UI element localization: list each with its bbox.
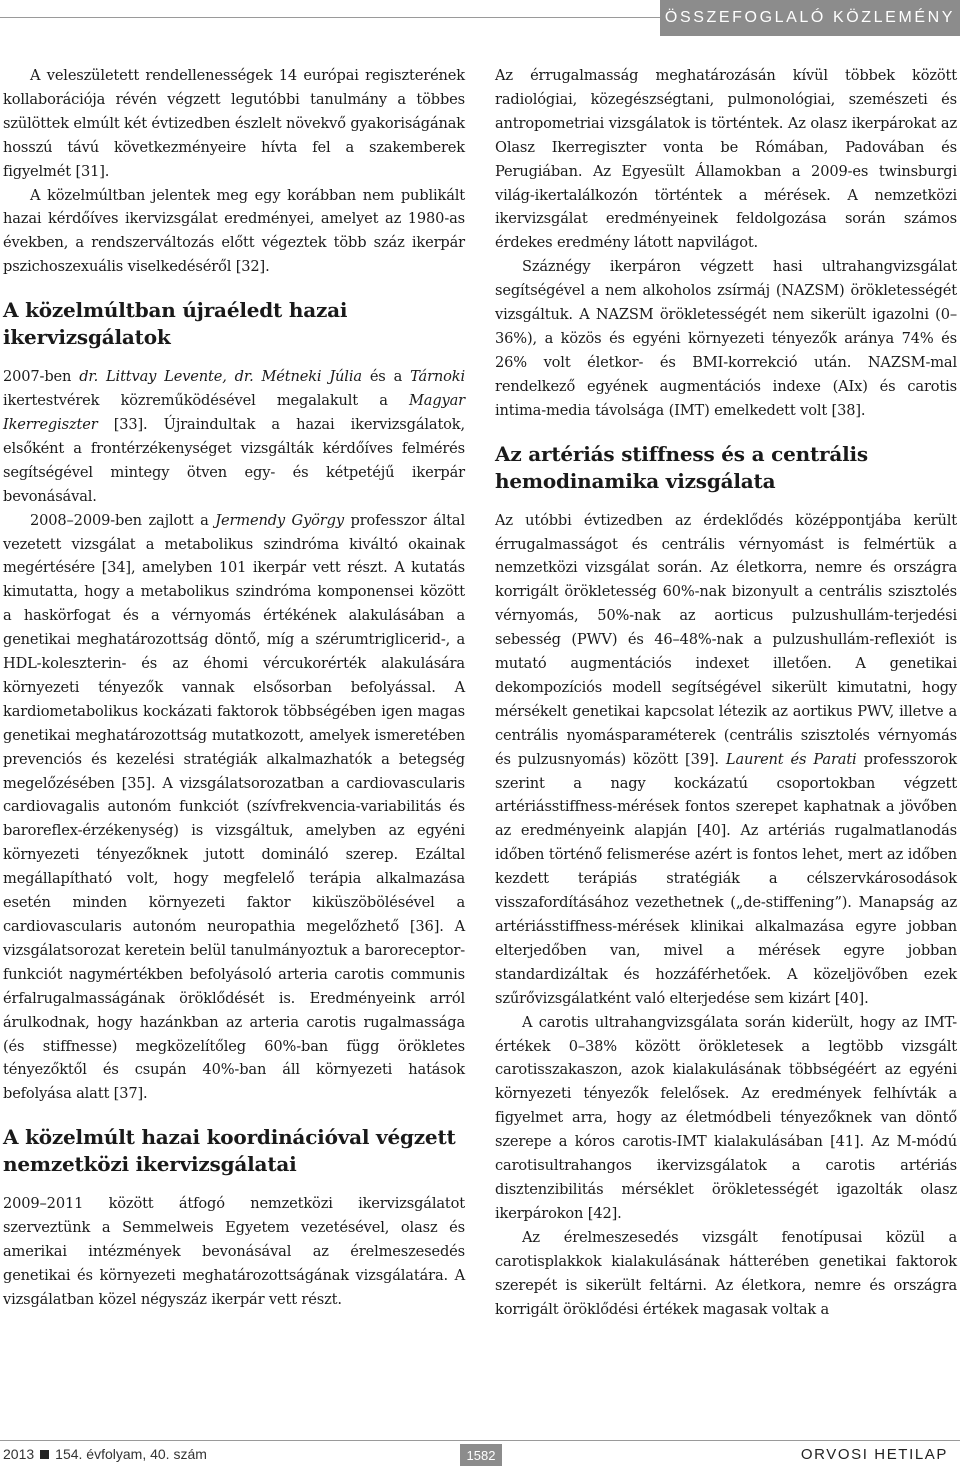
paragraph: Az utóbbi évtizedben az érdeklődés középpontjába került érrugalmasságot és centrális vérnyomást is felmértük a nemzetközi vizsgálat során. Az életkorra, nemre és országra korrigált örökletesség 60%-nak bizonyult a centrális szisztolés vérnyomás, 50%-nak az aorticus pulzushullám-terjedési sebesség (PWV) és 46–48%-nak a pulzushullám-reflexiót is mutató augmentációs indexet illetően. A genetikai dekompozíciós modell segítségével sikerült kimutatni, hogy mérsékelt genetikai kapcsolat létezik az aortikus PWV, illetve a centrális nyomásparaméterek (centrális szisztolés vérnyomás és pulzusnyomás) között [39]. Laurent és Parati professzorok szerint a nagy kockázatú csoportokban végzett artériásstiffness-mérések fontos szerepet kaphatnak a jövőben az eredményeink alapján [40]. Az artériás rugalmatlanodás időben történő felismerése azért is fontos lehet, mert az időben kezdett terápiás stratégiák a célszervkárosodások visszafordításához vezethetnek („de-stiffening”). Manapság az artériásstiffness-mérések klinikai alkalmazása egyre jobban elterjedőben van, mivel a mérések egyre jobban standardizáltak és hozzáférhetőek. A közeljövőben ezek szűrővizsgálatként való elterjedése sem kizárt [40]. (495, 511, 958, 1007)
author-name: Tárnoki (410, 368, 465, 386)
paragraph: 2009–2011 között átfogó nemzetközi ikervizsgálatot szerveztünk a Semmelweis Egyetem vezetésével, olasz és amerikai intézmények bevonásával az érelmeszesedés genetikai és környezeti meghatározottságának vizsgálatára. A vizsgálatban közel négyszáz ikerpár vett részt. (3, 1195, 465, 1308)
paragraph: Az érelmeszesedés vizsgált fenotípusai közül a carotisplakkok kialakulásának hátterében genetikai faktorok szerepét is sikerült feltárni. Az életkora, nemre és országra korrigált öröklődési értékek magasak voltak a (495, 1228, 957, 1318)
section-heading: Az artériás stiffness és a centrális hemodinamika vizsgálata (495, 441, 868, 493)
page-number: 1582 (460, 1444, 502, 1466)
paragraph: 2007-ben dr. Littvay Levente, dr. Métneki Júlia és a Tárnoki ikertestvérek közreműködésével megalakult a Magyar Ikerregiszter [33]. Újraindultak a hazai ikervizsgálatok, elsőként a frontérzékenységet vizsgálták kérdőíves felmérés segítségével mintegy ötven egy- és kétpetéjű ikerpár bevonásával. (3, 368, 465, 505)
section-label: ÖSSZEFOGLALÓ KÖZLEMÉNY (660, 0, 960, 36)
paragraph: A veleszületett rendellenességek 14 európai regiszterének kollaborációja révén végzett legutóbbi tanulmány a többes szülöttek elmúlt két évtizedben észlelt növekvő gyakoriságának hosszú távú következményeire hívta fel a szakemberek figyelmét [31]. (3, 67, 465, 180)
paragraph: A közelmúltban jelentek meg egy korábban nem publikált hazai kérdőíves ikervizsgálat eredményei, amelyet az 1980-as években, a rendszerváltozás előtt végeztek több száz ikerpár pszichoszexuális viselkedéséről [32]. (3, 186, 465, 276)
author-names: Laurent és Parati (725, 750, 857, 768)
footer-rule (0, 1440, 960, 1441)
journal-name: ORVOSI HETILAP (800, 1446, 948, 1463)
volume-issue: 154. évfolyam, 40. szám (55, 1446, 207, 1462)
year: 2013 (3, 1446, 35, 1462)
registry-name: Magyar Ikerregiszter (3, 392, 465, 433)
paragraph: A carotis ultrahangvizsgálata során kiderült, hogy az IMT-értékek 0–38% között örökletesek a legtöbb vizsgált carotisszakaszon, azok kialakulásának többségéért az egyéni környezeti tényezők felelősek. Az eredmények felhívták a figyelmet arra, hogy az életmódbeli tényezőknek van döntő szerepe a kóros carotis-IMT kialakulásában [41]. Az M-módú carotisultrahangos ikervizsgálatok a carotis artériás disztenzibilitás mérséklet örökletességét igazolták olasz ikerpárokon [42]. (495, 1013, 957, 1222)
issue-info (3, 1446, 207, 1462)
paragraph: 2008–2009-ben zajlott a Jermendy György professzor által vezetett vizsgálat a metabolikus szindróma kiváltó okainak megértésére [34], amelyben 101 ikerpár vett részt. A kutatás kimutatta, hogy a metabolikus szindróma komponensei között a haskörfogat és a vérnyomás értékének alakulásában a genetikai meghatározottság döntő, míg a szérumtriglicerid-, a HDL-koleszterin- és az éhomi vércukorérték alakulására környezeti tényezők vannak elsősorban befolyással. A kardiometabolikus kockázati faktorok többségében igen magas genetikai meghatározottság mutatkozott, amelyek ismeretében prevenciós és kezelési stratégiák alkalmazhatók a betegség megelőzésében [35]. A vizsgálatsorozatban a cardiovascularis cardiovagalis autonóm funkciót (szívfrekvencia-variabilitás és baroreflex-érzékenység) is vizsgáltuk, amelyben az egyéni környezeti tényezőknek jutott domináló szerep. Ezáltal megállapítható volt, hogy megfelelő terápia alkalmazása esetén minden környezeti faktor kiküszöbölésével a cardiovascularis autonóm neuropathia megelőzhető [36]. A vizsgálatsorozat keretein belül tanulmányoztuk a baroreceptor-funkciót nagymértékben befolyásoló arteria carotis communis érfalrugalmasságának öröklődését is. Eredményeink arról árulkodnak, hogy hazánkban az arteria carotis rugalmassága (és stiffnesse) megközelítőleg 60%-ban függ örökletes tényezőktől és csupán 40%-ban áll környezeti hatások befolyása alatt [37]. (3, 511, 465, 1103)
author-names: dr. Littvay Levente, dr. Métneki Júlia (79, 368, 362, 386)
page-footer (0, 1440, 960, 1470)
left-column (3, 64, 465, 1312)
square-bullet-icon (40, 1450, 49, 1459)
page-header (0, 0, 960, 36)
section-heading: A közelmúltban újraéledt hazai ikervizsgálatok (3, 298, 348, 350)
section-heading: A közelmúlt hazai koordinációval végzett nemzetközi ikervizsgálatai (3, 1125, 456, 1177)
paragraph: Száznégy ikerpáron végzett hasi ultrahangvizsgálat segítségével a nem alkoholos zsírmáj (NAZSM) örökletességét vizsgáltuk. A NAZSM örökletességét nem sikerült igazolni (0–36%), a közös és egyéni környezeti tényezők aránya 74% és 26% volt életkor- és BMI-korrekció után. NAZSM-mal rendelkező egyének augmentációs indexe (AIx) és carotis intima-media távolsága (IMT) emelkedett volt [38]. (495, 258, 957, 419)
author-name: Jermendy György (215, 511, 344, 529)
right-column (495, 64, 957, 1321)
paragraph: Az érrugalmasság meghatározásán kívül többek között radiológiai, közegészségtani, pulmonológiai, szemészeti és antropometriai vizsgálatok is történtek. Az olasz ikerpárokat az Olasz Ikerregiszter vonta be Rómában, Padovában és Perugiában. Az Egyesült Államokban a 2009-es twinsburgi világ-ikertalálkozón történtek a mérések. A nemzetközi ikervizsgálat eredményeinek feldolgozása során számos érdekes eredmény látott napvilágot. (495, 67, 957, 252)
